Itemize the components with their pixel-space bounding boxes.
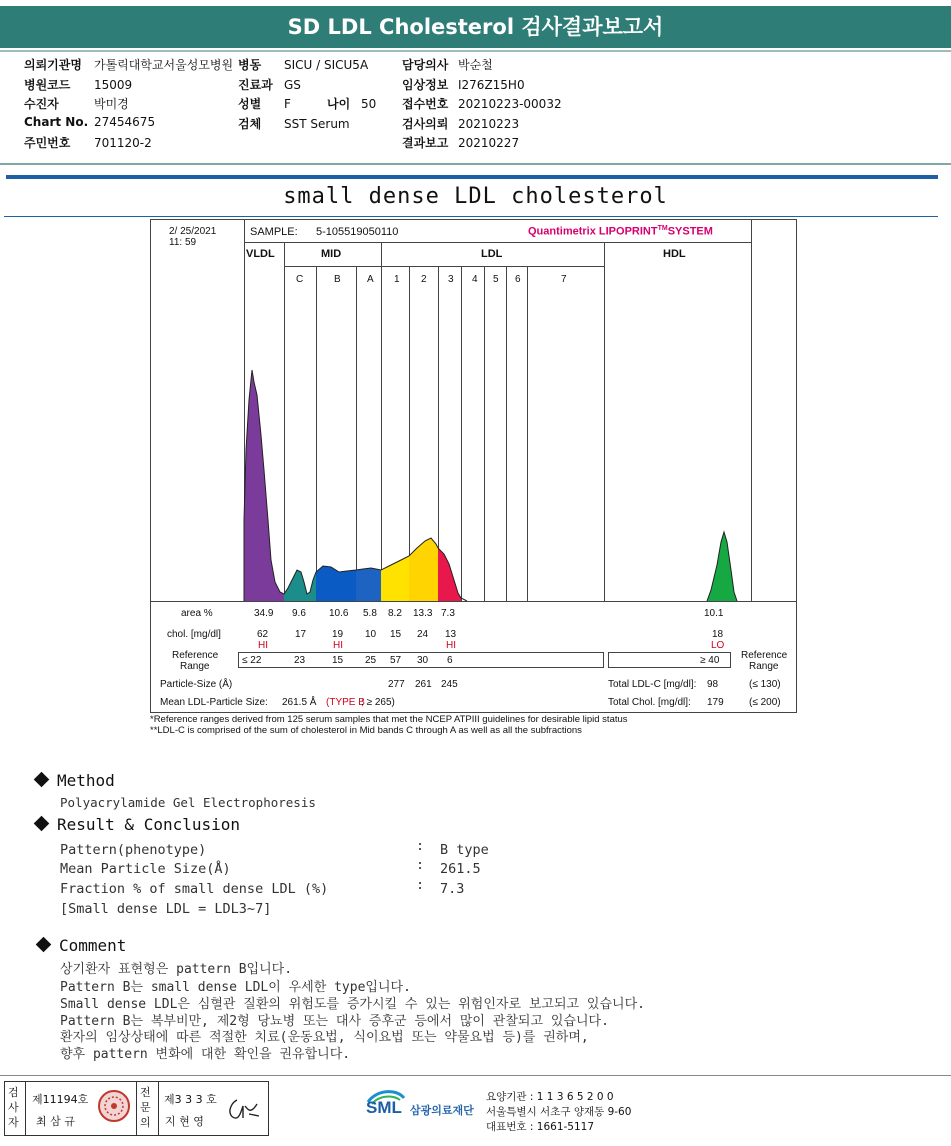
info-department: 진료과 GS	[238, 78, 301, 92]
lp-band-3: 3	[448, 274, 454, 285]
lp-size-1: 277	[388, 679, 405, 690]
footnote-1: *Reference ranges derived from 125 serum samples that met the NCEP ATPIII guidelines for desirable lipid status	[150, 714, 628, 725]
result-value-size: 261.5	[440, 861, 481, 877]
comment-line: 환자의 임상상태에 따른 적절한 치료(운동요법, 식이요법 또는 약물요법 등)를 권하며,	[60, 1030, 589, 1045]
lp-group-hdl: HDL	[663, 248, 686, 260]
info-id-no: 주민번호 701120-2	[24, 136, 152, 150]
lp-row-chol-label: chol. [mg/dl]	[167, 629, 221, 640]
lp-flag-b: HI	[333, 640, 343, 651]
section-rule	[4, 216, 938, 217]
header-rule	[0, 163, 951, 165]
result-sep-size: :	[416, 857, 425, 873]
info-receipt: 접수번호 20210223-00032	[402, 97, 562, 111]
result-sep-fraction: :	[416, 877, 425, 893]
lp-ref-vldl: ≤ 22	[242, 655, 262, 666]
result-sep-pattern: :	[416, 838, 425, 854]
info-chart-no: Chart No. 27454675	[24, 115, 156, 129]
lp-total-chol-label: Total Chol. [mg/dl]:	[608, 697, 691, 708]
org-code: 요양기관 : 1 1 3 6 5 2 0 0	[486, 1091, 614, 1103]
lp-area-3: 7.3	[441, 608, 455, 619]
comment-line: Pattern B는 복부비만, 제2형 당뇨병 또는 대사 증후군 등에서 많이 관찰되고 있습니다.	[60, 1014, 609, 1029]
lp-band-6: 6	[515, 274, 521, 285]
lp-area-hdl: 10.1	[704, 608, 724, 619]
lp-ref-3: 6	[447, 655, 453, 666]
report-title: SD LDL Cholesterol 검사결과보고서	[0, 6, 951, 48]
lp-ref-hdl: ≥ 40	[700, 655, 720, 666]
lp-row-particle-label: Particle-Size (Å)	[160, 679, 233, 690]
method-heading: Method	[36, 771, 115, 790]
result-value-fraction: 7.3	[440, 881, 465, 897]
lp-fill-vldl	[244, 370, 284, 601]
lp-total-ldl-label: Total LDL-C [mg/dl]:	[608, 679, 697, 690]
lp-row-mean-label: Mean LDL-Particle Size:	[160, 697, 268, 708]
report-subtitle: small dense LDL cholesterol	[283, 184, 668, 209]
lp-fill-ldl2	[409, 538, 438, 601]
lp-area-vldl: 34.9	[254, 608, 274, 619]
stamp-sep	[136, 1082, 137, 1135]
info-requester: 의뢰기관명 가톨릭대학교서울성모병원	[24, 58, 234, 72]
lp-sample-label: SAMPLE:	[250, 226, 298, 238]
lp-flag-3: HI	[446, 640, 456, 651]
lp-electropherogram	[151, 220, 796, 604]
lp-band-4: 4	[472, 274, 478, 285]
sml-logo	[366, 1088, 481, 1132]
result-label-pattern: Pattern(phenotype)	[60, 842, 207, 858]
lp-ref-2: 30	[417, 655, 429, 666]
lp-chol-a: 10	[365, 629, 377, 640]
stamp-sep	[158, 1082, 159, 1135]
result-label-size: Mean Particle Size(Å)	[60, 861, 231, 877]
org-addr: 서울특별시 서초구 양재동 9-60	[486, 1106, 632, 1118]
comment-line: 상기환자 표현형은 pattern B입니다.	[60, 962, 293, 977]
diamond-icon	[34, 772, 50, 788]
comment-line: 향후 pattern 변화에 대한 확인을 권유합니다.	[60, 1047, 351, 1062]
comment-heading: Comment	[38, 936, 126, 955]
lp-flag-vldl: HI	[258, 640, 268, 651]
lp-data-rule	[151, 601, 796, 602]
info-age: 나이 50	[327, 97, 377, 111]
info-ward: 병동 SICU / SICU5A	[238, 58, 369, 72]
info-clinical: 임상정보 I276Z15H0	[402, 78, 525, 92]
lp-chol-vldl: 62	[257, 629, 269, 640]
lp-band-a: A	[367, 274, 374, 285]
doctor-label: 전문의	[140, 1086, 151, 1129]
lp-band-2: 2	[421, 274, 427, 285]
lp-band-7: 7	[561, 274, 567, 285]
sml-logo-text: SML	[366, 1098, 402, 1117]
lp-total-ldl-ref: (≤ 130)	[749, 679, 781, 690]
lp-chol-c: 17	[295, 629, 307, 640]
lp-group-vldl: VLDL	[246, 248, 275, 260]
lp-group-ldl: LDL	[481, 248, 503, 260]
title-underline	[0, 50, 951, 52]
result-heading: Result & Conclusion	[36, 815, 240, 834]
signature-box	[4, 1081, 269, 1136]
info-doctor: 담당의사 박순철	[402, 58, 493, 72]
lp-band-1: 1	[394, 274, 400, 285]
lp-sample-id: 5-105519050110	[316, 226, 399, 238]
info-patient: 수진자 박미경	[24, 97, 129, 111]
lp-ref-label-2: Range	[180, 661, 210, 672]
info-hospital-code: 병원코드 15009	[24, 78, 133, 92]
lp-row-area-label: area %	[181, 608, 213, 619]
result-value-pattern: B type	[440, 842, 489, 858]
lp-ref-right-2: Range	[749, 661, 779, 672]
lp-ref-right-1: Reference	[741, 650, 788, 661]
lp-group-mid: MID	[321, 248, 342, 260]
stamp-sep	[25, 1082, 26, 1135]
examiner-name: 최 삼 규	[36, 1115, 75, 1128]
lp-fill-mid-a	[356, 568, 381, 601]
signature-icon	[223, 1094, 263, 1124]
sml-org-name: 삼광의료재단	[410, 1104, 474, 1117]
info-report-date: 결과보고 20210227	[402, 136, 520, 150]
lp-ref-label-1: Reference	[172, 650, 219, 661]
lp-area-c: 9.6	[292, 608, 306, 619]
footer-rule	[0, 1075, 951, 1076]
doctor-name: 지 현 영	[165, 1115, 204, 1128]
comment-line: Pattern B는 small dense LDL이 우세한 type입니다.	[60, 980, 411, 995]
lp-size-3: 245	[441, 679, 458, 690]
lp-band-5: 5	[493, 274, 499, 285]
lp-total-chol-value: 179	[707, 697, 724, 708]
lp-flag-hdl: LO	[711, 640, 725, 651]
lp-time: 11: 59	[169, 237, 197, 248]
result-label-fraction: Fraction % of small dense LDL (%)	[60, 881, 329, 897]
lp-mean-type: (TYPE B	[326, 697, 365, 708]
info-request-date: 검사의뢰 20210223	[402, 117, 520, 131]
lp-mean-tail: ; ≥ 265)	[361, 697, 395, 708]
doctor-no: 제3 3 3 호	[164, 1093, 217, 1106]
lp-area-b: 10.6	[329, 608, 349, 619]
lp-ref-a: 25	[365, 655, 377, 666]
lp-chol-hdl: 18	[712, 629, 724, 640]
seal-icon	[97, 1089, 131, 1123]
lp-chol-3: 13	[445, 629, 457, 640]
org-phone: 대표번호 : 1661-5117	[486, 1121, 595, 1133]
org-address	[486, 1090, 631, 1135]
section-bar	[6, 175, 938, 179]
footnote-2: **LDL-C is comprised of the sum of cholesterol in Mid bands C through A as well as all the subfractions	[150, 725, 582, 736]
diamond-icon	[36, 937, 52, 953]
result-note: [Small dense LDL = LDL3~7]	[60, 901, 272, 917]
lp-ref-1: 57	[390, 655, 402, 666]
lp-band-c: C	[296, 274, 304, 285]
info-sex: 성별 F	[238, 97, 291, 111]
lp-band-b: B	[334, 274, 341, 285]
lp-fill-hdl	[707, 532, 737, 601]
info-specimen: 검체 SST Serum	[238, 117, 350, 131]
comment-line: Small dense LDL은 심혈관 질환의 위험도를 증가시킬 수 있는 위험인자로 보고되고 있습니다.	[60, 997, 645, 1012]
lp-area-1: 8.2	[388, 608, 402, 619]
lp-fill-mid-b	[316, 566, 356, 601]
lp-chol-2: 24	[417, 629, 429, 640]
lp-chol-1: 15	[390, 629, 402, 640]
examiner-no: 제11194호	[32, 1093, 89, 1106]
lp-ref-c: 23	[294, 655, 306, 666]
examiner-label: 검사자	[8, 1086, 19, 1129]
lp-area-2: 13.3	[413, 608, 433, 619]
lp-total-chol-ref: (≤ 200)	[749, 697, 781, 708]
lp-size-2: 261	[415, 679, 432, 690]
lp-brand: Quantimetrix LIPOPRINT™SYSTEM	[528, 225, 713, 238]
method-text: Polyacrylamide Gel Electrophoresis	[60, 795, 316, 810]
lipoprint-panel	[150, 219, 797, 713]
lp-mean-value: 261.5 Å	[282, 697, 317, 708]
lp-date: 2/ 25/2021	[169, 226, 217, 237]
lp-total-ldl-value: 98	[707, 679, 719, 690]
lp-area-a: 5.8	[363, 608, 377, 619]
lp-chol-b: 19	[332, 629, 344, 640]
lp-ref-b: 15	[332, 655, 344, 666]
diamond-icon	[34, 816, 50, 832]
